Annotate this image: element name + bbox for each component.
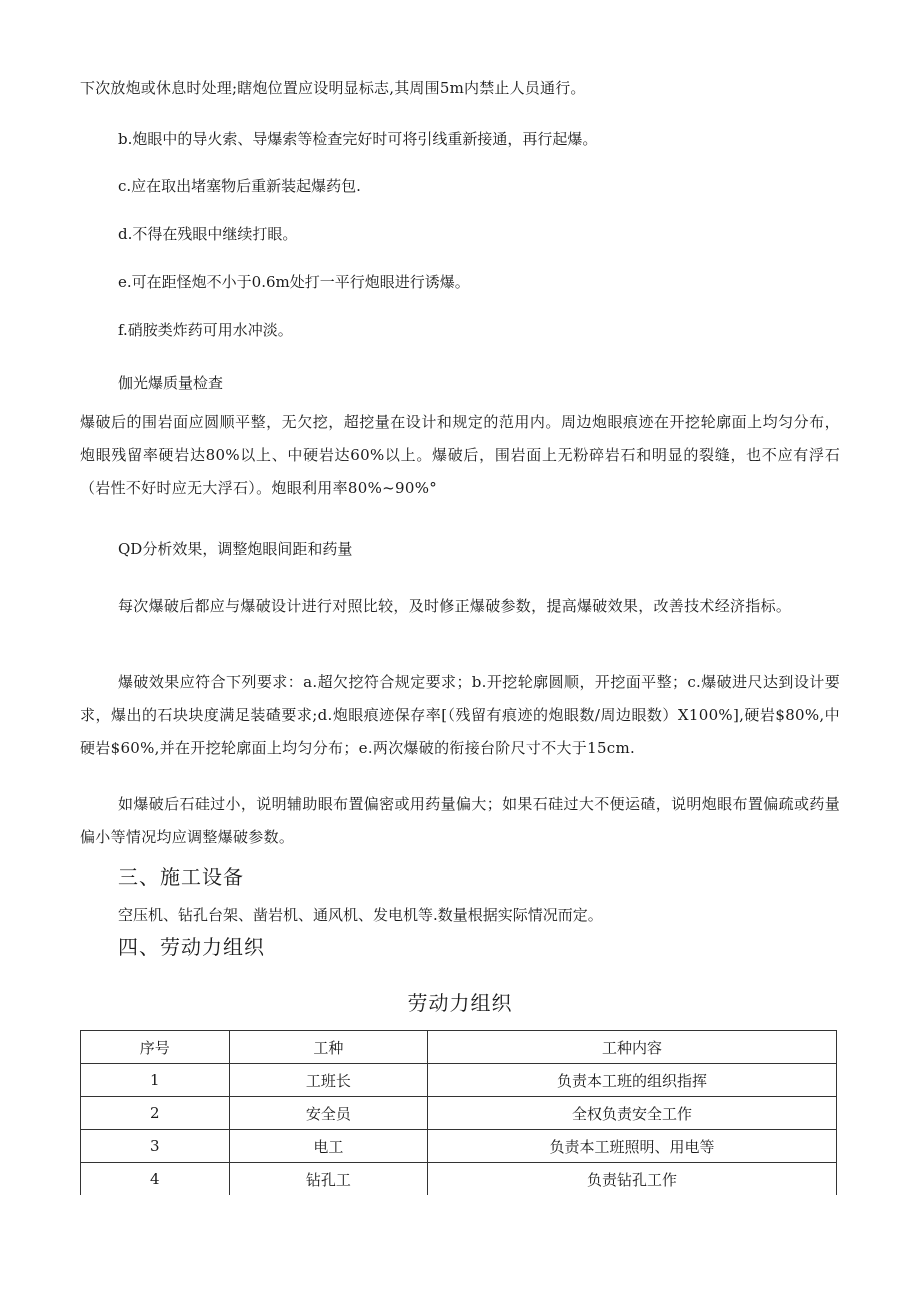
header-job-content: 工种内容 <box>428 1031 837 1064</box>
cell-index: 3 <box>81 1130 230 1163</box>
table-row <box>81 1097 837 1130</box>
table-row <box>81 1064 837 1097</box>
section-heading-labor: 四、劳动力组织 <box>118 935 265 959</box>
table-header-row <box>81 1031 837 1064</box>
header-index: 序号 <box>81 1031 230 1064</box>
text-line-item-f: f.硝胺类炸药可用水冲淡。 <box>118 321 293 339</box>
paragraph-adjust-parameters: 如爆破后石硅过小，说明辅助眼布置偏密或用药量偏大；如果石硅过大不便运碴，说明炮眼布置偏疏或药量偏小等情况均应调整爆破参数。 <box>80 795 840 846</box>
header-job-type: 工种 <box>229 1031 427 1064</box>
paragraph-compare-design: 每次爆破后都应与爆破设计进行对照比较，及时修正爆破参数，提高爆破效果，改善技术经济指标。 <box>118 597 792 615</box>
text-line-item-d: d.不得在残眼中继续打眼。 <box>118 225 298 243</box>
labor-table <box>80 1030 837 1195</box>
text-line-item-c: c.应在取出堵塞物后重新装起爆药包. <box>118 177 361 195</box>
cell-job-type: 钻孔工 <box>229 1163 427 1196</box>
cell-job-content: 负责钻孔工作 <box>428 1163 837 1196</box>
cell-index: 4 <box>81 1163 230 1196</box>
equipment-list-text: 空压机、钻孔台架、凿岩机、通风机、发电机等.数量根据实际情况而定。 <box>118 906 603 924</box>
cell-job-content: 负责本工班的组织指挥 <box>428 1064 837 1097</box>
section-heading-equipment: 三、施工设备 <box>118 865 244 889</box>
cell-index: 1 <box>81 1064 230 1097</box>
table-title: 劳动力组织 <box>407 991 513 1015</box>
paragraph-effect-requirements: 爆破效果应符合下列要求：a.超欠挖符合规定要求；b.开挖轮廓圆顺，开挖面平整；c.爆破进尺达到设计要求，爆出的石块块度满足装碴要求;d.炮眼痕迹保存率[（残留有痕迹的炮眼数/周边眼数）X100%],硬岩$80%,中硬岩$60%,并在开挖轮廓面上均匀分布；e.两次爆破的衔接台阶尺寸不大于15cm. <box>80 673 840 757</box>
text-line-misfire-marking: 下次放炮或休息时处理;瞎炮位置应设明显标志,其周围5m内禁止人员通行。 <box>80 79 586 97</box>
cell-job-content: 全权负责安全工作 <box>428 1097 837 1130</box>
cell-job-type: 安全员 <box>229 1097 427 1130</box>
subheading-blast-quality-check: 伽光爆质量检查 <box>118 374 224 392</box>
cell-job-type: 工班长 <box>229 1064 427 1097</box>
cell-index: 2 <box>81 1097 230 1130</box>
table-row <box>81 1163 837 1196</box>
paragraph-quality-requirements: 爆破后的围岩面应圆顺平整，无欠挖，超挖量在设计和规定的范用内。周边炮眼痕迹在开挖轮廓面上均匀分布，炮眼残留率硬岩达80%以上、中硬岩达60%以上。爆破后，围岩面上无粉碎岩石和明显的裂缝，也不应有浮石（岩性不好时应无大浮石）。炮眼利用率80%~90%° <box>80 413 840 497</box>
table-row <box>81 1130 837 1163</box>
cell-job-content: 负责本工班照明、用电等 <box>428 1130 837 1163</box>
cell-job-type: 电工 <box>229 1130 427 1163</box>
subheading-analyze-effect: QD分析效果，调整炮眼间距和药量 <box>118 540 353 558</box>
text-line-item-b: b.炮眼中的导火索、导爆索等检查完好时可将引线重新接通，再行起爆。 <box>118 130 598 148</box>
text-line-item-e: e.可在距怪炮不小于0.6m处打一平行炮眼进行诱爆。 <box>118 273 470 291</box>
